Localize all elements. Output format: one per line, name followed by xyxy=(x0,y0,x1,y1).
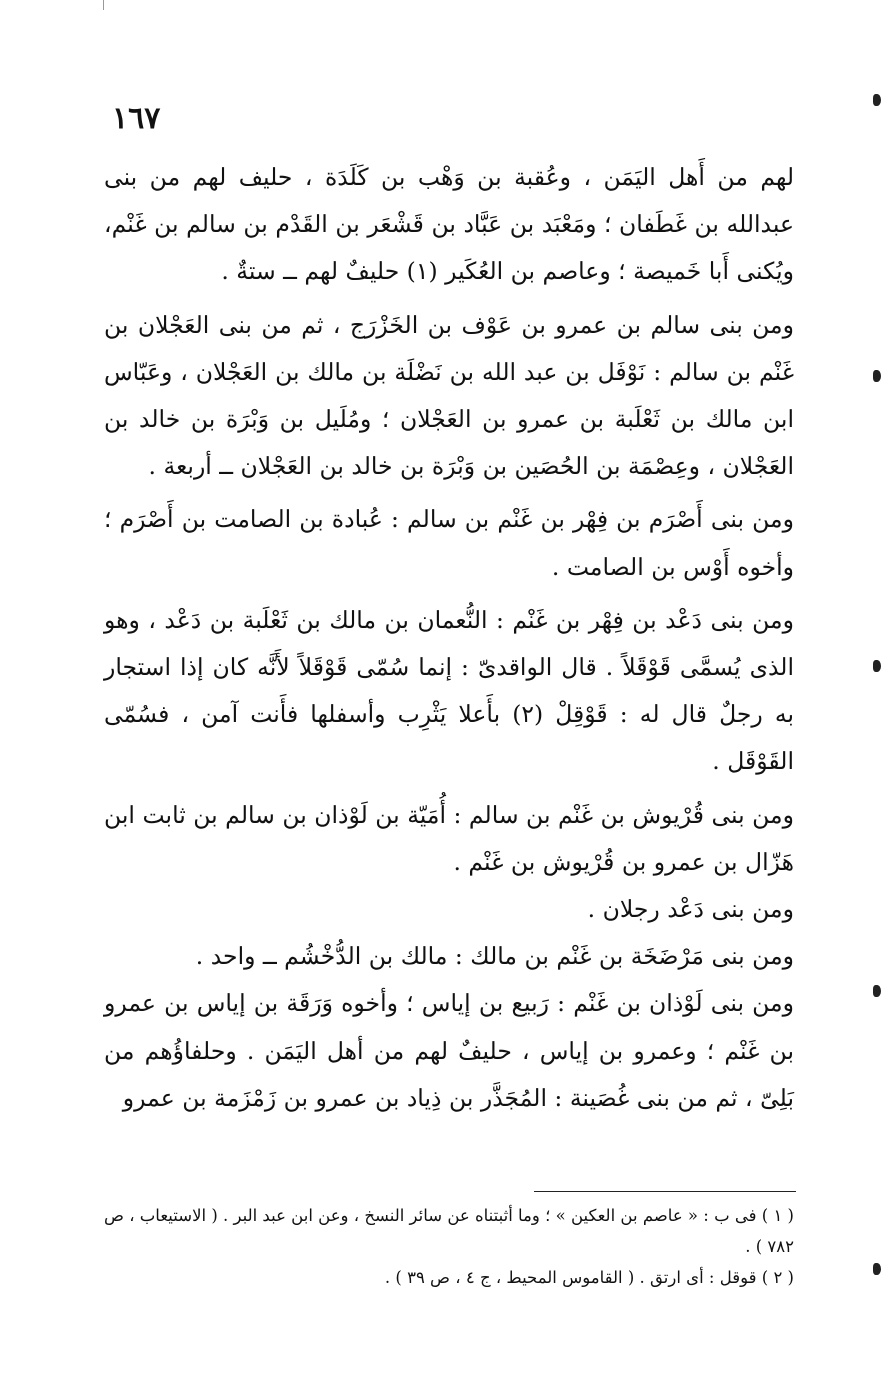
page-number: ١٦٧ xyxy=(112,101,161,136)
footnote-separator xyxy=(534,1191,796,1192)
paragraph-5: ومن بنى قُرْيوش بن غَنْم بن سالم : أُمَيّة بن لَوْذان بن سالم بن ثابت ابن هَزّال بن عمرو بن قُرْيوش بن غَنْم . xyxy=(104,800,794,876)
scan-tick-mark xyxy=(103,0,104,10)
footnote-1: ( ١ ) فى ب : « عاصم بن العكين » ؛ وما أثبتناه عن سائر النسخ ، وعن ابن عبد البر . ( الاستيعاب ، ص ٧٨٢ ) . xyxy=(104,1206,794,1256)
paragraph-8: ومن بنى لَوْذان بن غَنْم : رَبيع بن إياس ؛ وأخوه وَرَقَة بن إياس بن عمرو بن غَنْم ؛ وعمرو بن إياس ، حليفٌ لهم من أهل اليَمَن . وحلفاؤُهم من بَلِىّ ، ثم من بنى غُصَينة : المُجَذَّر بن ذِياد بن عمرو بن زَمْزَمة بن عمرو xyxy=(104,989,794,1112)
paragraph-2: ومن بنى سالم بن عمرو بن عَوْف بن الخَزْرَج ، ثم من بنى العَجْلان بن غَنْم بن سالم : نَوْفَل بن عبد الله بن نَضْلَة بن مالك بن العَجْلان ، وعَبّاس ابن مالك بن ثَعْلَبة بن عمرو بن العَجْلان ؛ ومُلَيل بن وَبْرَة بن خالد بن العَجْلان ، وعِصْمَة بن الحُصَين بن وَبْرَة بن خالد بن العَجْلان ــ أربعة . xyxy=(104,310,794,481)
paragraph-1: لهم من أَهل اليَمَن ، وعُقبة بن وَهْب بن كَلَدَة ، حليف لهم من بنى عبدالله بن غَطَفان ؛ ومَعْبَد بن عَبَّاد بن قَشْعَر بن القَدْم بن سالم بن غَنْم، ويُكنى أَبا خَميصة ؛ وعاصم بن العُكَير (١) حليفٌ لهم ــ ستةٌ . xyxy=(104,163,794,286)
paragraph-4: ومن بنى دَعْد بن فِهْر بن غَنْم : النُّعمان بن مالك بن ثَعْلَبة بن دَعْد ، وهو الذى يُسمَّى قَوْقَلاً . قال الواقدىّ : إنما سُمّى قَوْقَلاً لأَنَّه كان إذا استجار به رجلٌ قال له : قَوْقِلْ (٢) بأَعلا يَثْرِب وأسفلها فأَنت آمن ، فسُمّى القَوْقَل . xyxy=(104,605,794,776)
footnotes xyxy=(104,1200,794,1293)
binding-hole-mark xyxy=(873,1263,881,1275)
binding-hole-mark xyxy=(873,94,881,106)
binding-hole-mark xyxy=(873,985,881,997)
paragraph-7: ومن بنى مَرْضَخَة بن غَنْم بن مالك : مالك بن الدُّخْشُم ــ واحد . xyxy=(195,942,794,971)
binding-hole-mark xyxy=(873,660,881,672)
paragraph-6: ومن بنى دَعْد رجلان . xyxy=(587,895,794,924)
footnote-2: ( ٢ ) قوقل : أى ارتق . ( القاموس المحيط ، ج ٤ ، ص ٣٩ ) . xyxy=(384,1268,794,1287)
binding-hole-mark xyxy=(873,370,881,382)
paragraph-3: ومن بنى أَصْرَم بن فِهْر بن غَنْم بن سالم : عُبادة بن الصامت بن أَصْرَم ؛ وأخوه أَوْس بن الصامت . xyxy=(104,505,794,581)
main-text xyxy=(104,154,794,1122)
